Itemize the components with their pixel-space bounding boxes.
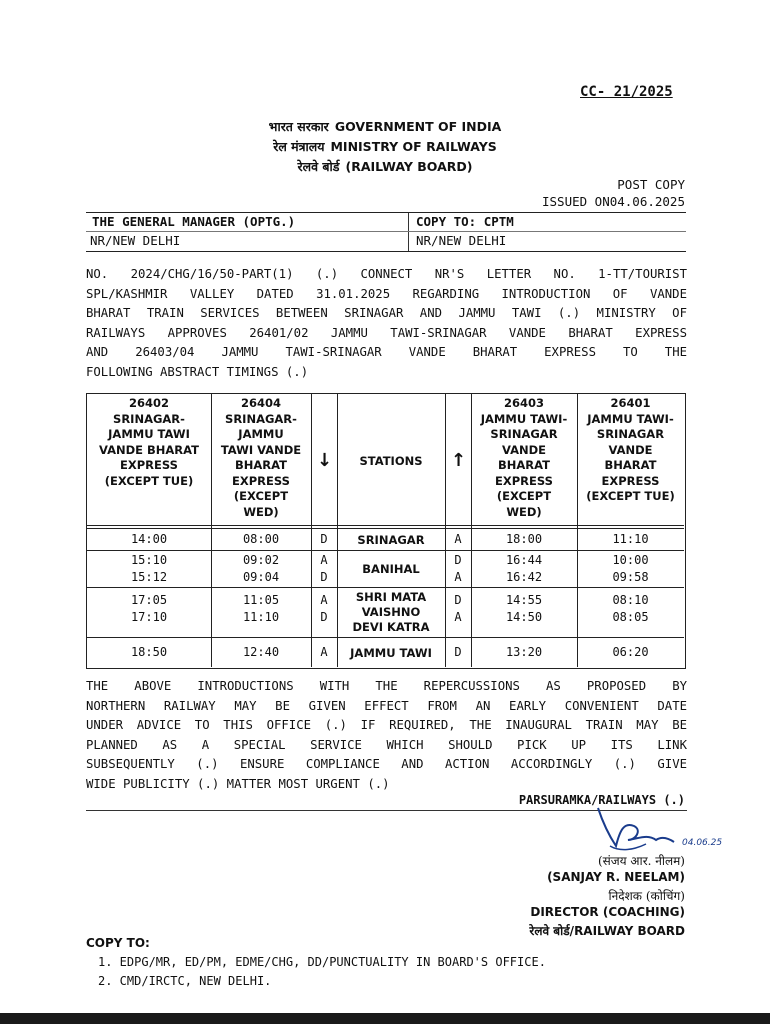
table-cell: 18:00 (505, 532, 543, 546)
intro-line: FOLLOWING ABSTRACT TIMINGS (.) (86, 364, 309, 379)
closing-line: NORTHERN RAILWAY MAY BE GIVEN EFFECT FROM AN EARLY CONVENIENT DATE (86, 698, 687, 713)
copy-to-label: COPY TO: (86, 936, 150, 950)
table-cell: 11:10 (612, 532, 649, 546)
closing-paragraph (86, 677, 687, 794)
circular-reference: CC- 21/2025 (580, 84, 673, 100)
header-26403: 26403 JAMMU TAWI- SRINAGAR VANDE BHARAT EXPRESS (EXCEPT WED) (480, 396, 568, 519)
address-table (86, 212, 686, 252)
up-arrow-icon: ↑ (451, 450, 467, 471)
signatory-title: DIRECTOR (COACHING) (530, 905, 685, 919)
header-26404: 26404 SRINAGAR- JAMMU TAWI VANDE BHARAT EXPRESS (EXCEPT WED) (220, 396, 302, 519)
station-name: JAMMU TAWI (350, 646, 432, 660)
table-cell: 06:20 (612, 645, 649, 659)
signatory-title-hindi: निदेशक (कोचिंग) (608, 889, 685, 903)
closing-line: PLANNED AS A SPECIAL SERVICE WHICH SHOULD PICK UP ITS LINK (86, 737, 687, 752)
sender-line: PARSURAMKA/RAILWAYS (.) (518, 793, 685, 807)
table-cell: 10:00 09:58 (612, 553, 649, 584)
table-cell: 14:55 14:50 (505, 593, 543, 624)
intro-paragraph (86, 265, 687, 382)
addressee-place: NR/NEW DELHI (90, 233, 181, 248)
timing-table (86, 393, 686, 669)
signature-mark (590, 800, 740, 860)
signatory-organization: रेलवे बोर्ड/RAILWAY BOARD (529, 924, 685, 938)
issued-date: ISSUED ON04.06.2025 (542, 194, 685, 209)
intro-line: NO. 2024/CHG/16/50-PART(1) (.) CONNECT NR'S LETTER NO. 1-TT/TOURIST (86, 267, 687, 281)
table-cell: D (320, 532, 328, 546)
header-board-hindi: रेलवे बोर्ड (297, 159, 340, 174)
table-cell: 09:02 09:04 (242, 553, 280, 584)
header-26401: 26401 JAMMU TAWI- SRINAGAR VANDE BHARAT EXPRESS (EXCEPT TUE) (586, 396, 675, 503)
stations-header: STATIONS (359, 454, 423, 468)
header-government (0, 118, 770, 135)
signature-date: 04.06.25 (682, 838, 723, 848)
table-cell: 16:44 16:42 (505, 553, 543, 584)
table-cell: 08:10 08:05 (612, 593, 649, 624)
closing-line: UNDER ADVICE TO THIS OFFICE (.) IF REQUIRED, THE INAUGURAL TRAIN MAY BE (86, 718, 687, 732)
copy-to-title: COPY TO: CPTM (416, 214, 514, 229)
station-name: BANIHAL (362, 562, 420, 576)
table-cell: A (320, 645, 328, 659)
post-copy-label: POST COPY (617, 177, 685, 192)
intro-line: BHARAT TRAIN SERVICES BETWEEN SRINAGAR AND JAMMU TAWI (.) MINISTRY OF (86, 306, 687, 320)
closing-line: WIDE PUBLICITY (.) MATTER MOST URGENT (.) (86, 776, 390, 791)
header-ministry-hindi: रेल मंत्रालय (273, 139, 325, 154)
station-name: SRINAGAR (357, 533, 425, 547)
station-name: SHRI MATA VAISHNO DEVI KATRA (352, 590, 430, 634)
table-cell: D A (454, 553, 462, 584)
copy-to-item: 2. CMD/IRCTC, NEW DELHI. (98, 974, 272, 988)
intro-line: RAILWAYS APPROVES 26401/02 JAMMU TAWI-SRINAGAR VANDE BHARAT EXPRESS (86, 325, 687, 340)
table-cell: 12:40 (242, 645, 280, 659)
header-ministry-english: MINISTRY OF RAILWAYS (330, 139, 497, 154)
copy-to-item: 1. EDPG/MR, ED/PM, EDME/CHG, DD/PUNCTUALITY IN BOARD'S OFFICE. (98, 955, 546, 969)
closing-line: SUBSEQUENTLY (.) ENSURE COMPLIANCE AND ACTION ACCORDINGLY (.) GIVE (86, 757, 687, 771)
table-cell: 14:00 (130, 532, 168, 546)
signatory-name-hindi: (संजय आर. नीलम) (597, 854, 685, 868)
closing-line: THE ABOVE INTRODUCTIONS WITH THE REPERCUSSIONS AS PROPOSED BY (86, 679, 687, 693)
signatory-name: (SANJAY R. NEELAM) (547, 870, 685, 884)
table-cell: 15:10 15:12 (130, 553, 168, 584)
table-cell: 17:05 17:10 (130, 593, 168, 624)
table-cell: D (454, 645, 462, 659)
table-cell: 08:00 (242, 532, 280, 546)
down-arrow-icon: ↓ (317, 450, 333, 471)
scan-border (0, 1013, 770, 1024)
header-board (0, 158, 770, 175)
table-cell: 11:05 11:10 (242, 593, 280, 624)
table-cell: A (454, 532, 462, 546)
table-cell: 13:20 (505, 645, 543, 659)
header-board-english: (RAILWAY BOARD) (345, 159, 473, 174)
header-government-english: GOVERNMENT OF INDIA (334, 119, 502, 134)
header-government-hindi: भारत सरकार (268, 119, 329, 134)
table-cell: 18:50 (130, 645, 168, 659)
intro-line: AND 26403/04 JAMMU TAWI-SRINAGAR VANDE BHARAT EXPRESS TO THE (86, 345, 687, 359)
table-cell: A D (320, 553, 328, 584)
addressee-title: THE GENERAL MANAGER (OPTG.) (92, 214, 296, 229)
table-cell: A D (320, 593, 328, 624)
header-26402: 26402 SRINAGAR- JAMMU TAWI VANDE BHARAT EXPRESS (EXCEPT TUE) (98, 396, 200, 488)
post-copy-block (542, 176, 685, 210)
table-cell: D A (454, 593, 462, 624)
copy-to-place: NR/NEW DELHI (416, 233, 507, 248)
intro-line: SPL/KASHMIR VALLEY DATED 31.01.2025 REGARDING INTRODUCTION OF VANDE (86, 286, 687, 301)
header-ministry (0, 138, 770, 155)
